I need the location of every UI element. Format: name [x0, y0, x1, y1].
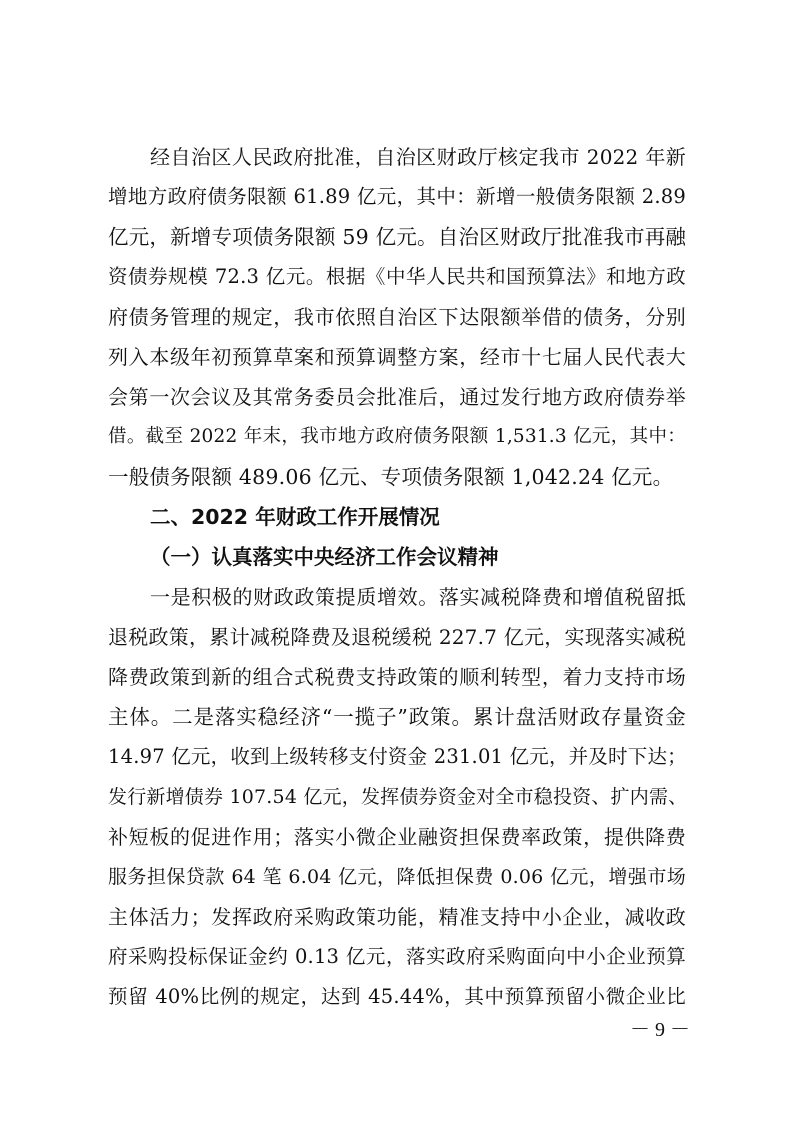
paragraph-1-line-6: 列入本级年初预算草案和预算调整方案，经市十七届人民代表大 — [108, 345, 686, 369]
paragraph-1-line-8: 借。截至 2022 年末，我市地方政府债务限额 1,531.3 亿元，其中： — [108, 426, 686, 447]
paragraph-2-line-3: 降费政策到新的组合式税费支持政策的顺利转型，着力支持市场 — [108, 665, 686, 689]
paragraph-1-line-5: 府债务管理的规定，我市依照自治区下达限额举借的债务，分别 — [108, 305, 686, 329]
paragraph-2-line-10: 府采购投标保证金约 0.13 亿元，落实政府采购面向中小企业预算 — [108, 945, 686, 968]
paragraph-1-line-1: 经自治区人民政府批准，自治区财政厅核定我市 2022 年新 — [150, 145, 686, 169]
paragraph-2-line-9: 主体活力；发挥政府采购政策功能，精准支持中小企业，减收政 — [108, 905, 686, 929]
subsection-heading: （一）认真落实中央经济工作会议精神 — [150, 545, 499, 569]
paragraph-2-line-8: 服务担保贷款 64 笔 6.04 亿元，降低担保费 0.06 亿元，增强市场 — [108, 866, 686, 888]
paragraph-1-line-9: 一般债务限额 489.06 亿元、专项债务限额 1,042.24 亿元。 — [108, 465, 674, 489]
paragraph-2-line-11: 预留 40%比例的规定，达到 45.44%，其中预算预留小微企业比 — [108, 985, 686, 1008]
paragraph-1-line-3: 亿元，新增专项债务限额 59 亿元。自治区财政厅批准我市再融 — [108, 225, 687, 249]
paragraph-2-line-7: 补短板的促进作用；落实小微企业融资担保费率政策，提供降费 — [108, 825, 686, 849]
paragraph-1-line-4: 资债券规模 72.3 亿元。根据《中华人民共和国预算法》和地方政 — [108, 265, 686, 288]
paragraph-2-line-5: 14.97 亿元，收到上级转移支付资金 231.01 亿元，并及时下达； — [108, 745, 687, 768]
paragraph-1-line-2: 增地方政府债务限额 61.89 亿元，其中：新增一般债务限额 2.89 — [108, 185, 686, 208]
section-heading: 二、2022 年财政工作开展情况 — [150, 505, 440, 529]
paragraph-2-line-6: 发行新增债券 107.54 亿元，发挥债券资金对全市稳投资、扩内需、 — [108, 786, 688, 808]
page-number: － 9 － — [630, 1019, 690, 1041]
paragraph-2-line-4: 主体。二是落实稳经济“一揽子”政策。累计盘活财政存量资金 — [108, 705, 686, 729]
paragraph-2-line-1: 一是积极的财政政策提质增效。落实减税降费和增值税留抵 — [150, 585, 686, 609]
paragraph-1-line-7: 会第一次会议及其常务委员会批准后，通过发行地方政府债券举 — [108, 385, 686, 409]
paragraph-2-line-2: 退税政策，累计减税降费及退税缓税 227.7 亿元，实现落实减税 — [108, 625, 686, 649]
